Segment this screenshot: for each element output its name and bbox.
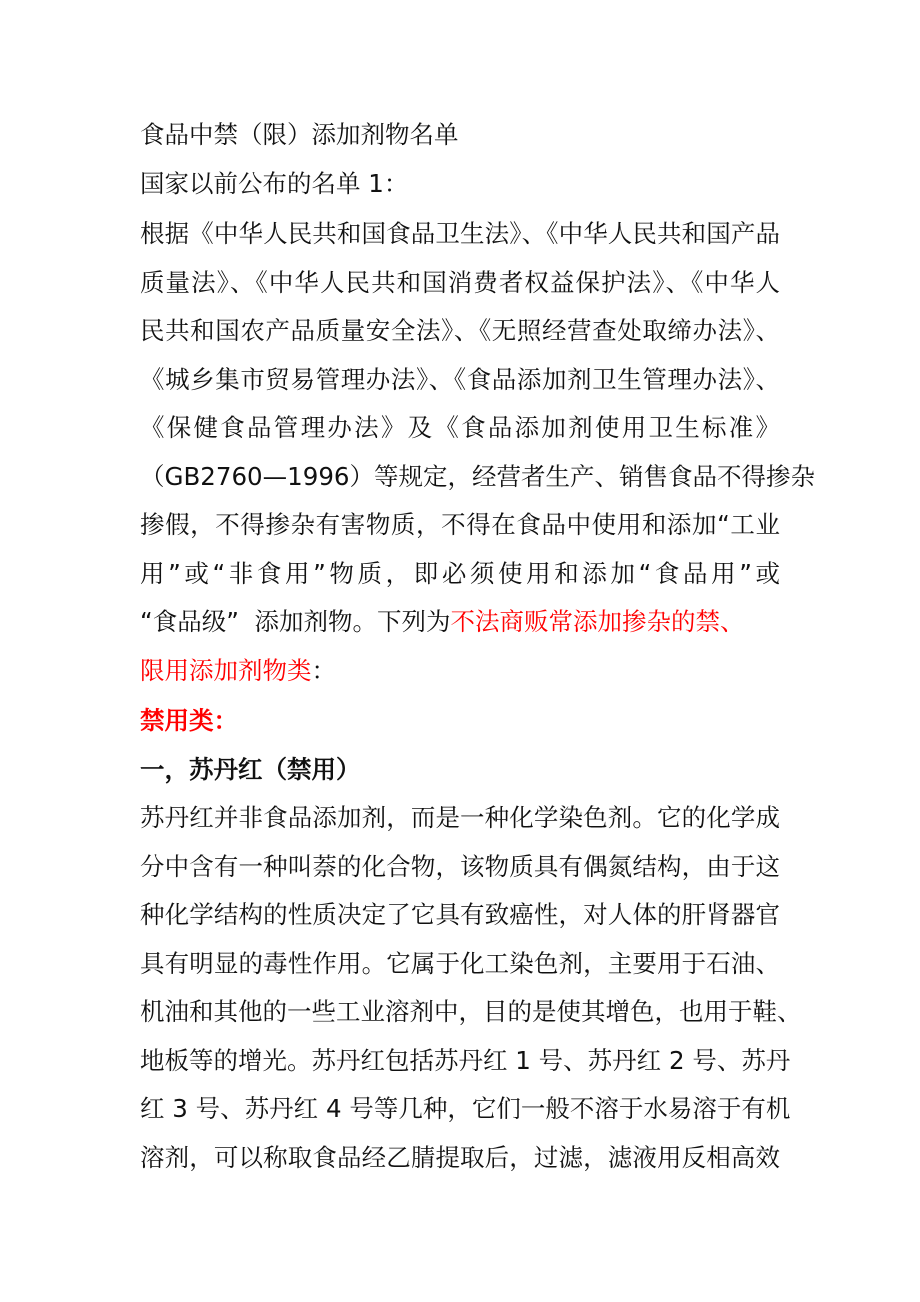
body-line: 机油和其他的一些工业溶剂中，目的是使其增色，也用于鞋、 — [140, 997, 802, 1026]
intro-line: 根据《中华人民共和国食品卫生法》、《中华人民共和国产品 — [140, 219, 780, 248]
intro-line: 掺假，不得掺杂有害物质，不得在食品中使用和添加“工业 — [140, 510, 780, 539]
document-title: 食品中禁（限）添加剂物名单 — [140, 120, 459, 149]
intro-text: “食品级” 添加剂物。下列为 — [140, 607, 451, 636]
body-line: 分中含有一种叫萘的化合物，该物质具有偶氮结构，由于这 — [140, 851, 780, 881]
item-heading: 一，苏丹红（禁用） — [140, 754, 361, 784]
body-line: 苏丹红并非食品添加剂，而是一种化学染色剂。它的化学成 — [140, 803, 780, 832]
intro-line: 用”或“非食用”物质，即必须使用和添加“食品用”或 — [140, 558, 780, 588]
document-subtitle: 国家以前公布的名单 1： — [140, 168, 409, 198]
intro-line: 《城乡集市贸易管理办法》、《食品添加剂卫生管理办法》、 — [140, 364, 780, 394]
section-heading: 禁用类： — [140, 706, 238, 735]
body-line: 种化学结构的性质决定了它具有致癌性，对人体的肝肾器官 — [140, 900, 780, 929]
intro-line: （GB2760—1996）等规定，经营者生产、销售食品不得掺杂 — [140, 461, 815, 491]
body-line: 地板等的增光。苏丹红包括苏丹红 1 号、苏丹红 2 号、苏丹 — [140, 1045, 791, 1075]
intro-line: 《保健食品管理办法》及《食品添加剂使用卫生标准》 — [140, 413, 780, 442]
intro-line — [140, 598, 780, 647]
intro-text: ： — [311, 655, 336, 685]
intro-line: 民共和国农产品质量安全法》、《无照经营查处取缔办法》、 — [140, 316, 780, 345]
document-body — [140, 111, 815, 1182]
intro-line — [140, 647, 780, 696]
highlighted-text: 限用添加剂物类 — [140, 655, 312, 685]
body-line: 溶剂，可以称取食品经乙腈提取后，过滤，滤液用反相高效 — [140, 1142, 780, 1172]
body-line: 具有明显的毒性作用。它属于化工染色剂，主要用于石油、 — [140, 948, 780, 978]
body-line: 红 3 号、苏丹红 4 号等几种，它们一般不溶于水易溶于有机 — [140, 1094, 791, 1123]
highlighted-text: 不法商贩常添加掺杂的禁、 — [450, 607, 745, 636]
intro-line: 质量法》、《中华人民共和国消费者权益保护法》、《中华人 — [140, 267, 780, 297]
